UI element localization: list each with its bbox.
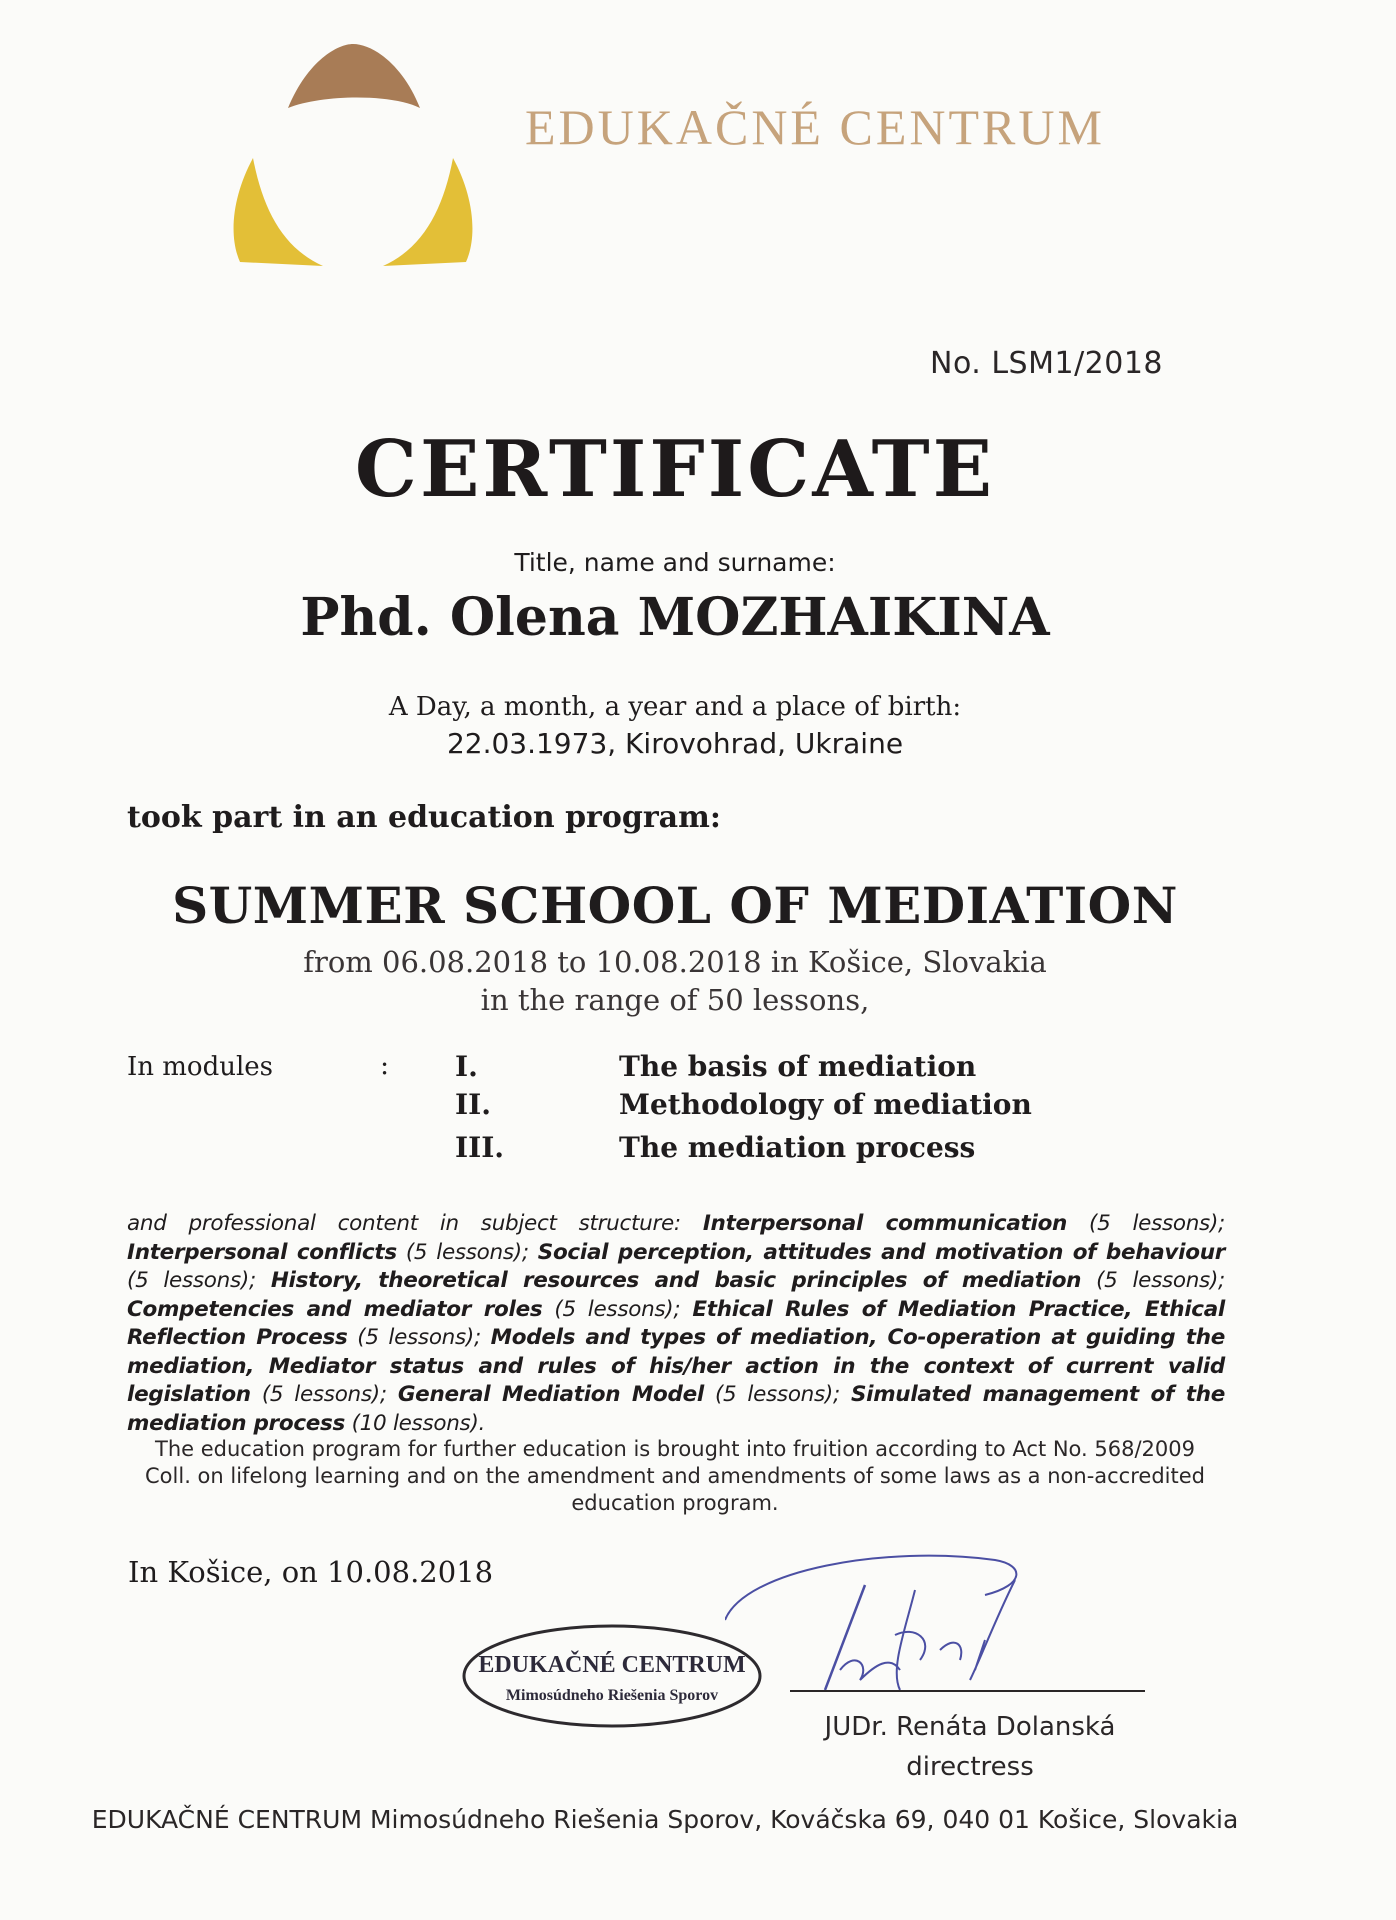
module-title: The basis of mediation [619,1050,977,1083]
certificate-number: No. LSM1/2018 [930,346,1164,381]
logo-top-shape [288,44,420,108]
handwritten-signature [725,1540,1125,1710]
subject-name: History, theoretical resources and basic principles of mediation [270,1268,1082,1293]
logo-right-shape [383,158,472,266]
signer-name: JUDr. Renáta Dolanská [824,1712,1116,1742]
subject-name: Models and types of mediation, Co-operation at guiding the mediation, Mediator status and rules of his/her action in the context of current valid legislation [127,1325,1225,1407]
birth-label: A Day, a month, a year and a place of birth: [388,692,962,722]
module-number: III. [455,1131,505,1164]
program-range: in the range of 50 lessons, [480,983,870,1017]
subject-name: Interpersonal conflicts [127,1239,397,1265]
program-name: SUMMER SCHOOL OF MEDIATION [172,876,1178,935]
certificate-title: CERTIFICATE [354,424,996,515]
module-row [455,1050,976,1083]
subject-lessons: (5 lessons); [542,1296,693,1322]
module-row [455,1088,1032,1121]
subject-lessons: (10 lessons). [345,1410,486,1436]
stamp-text-line2: Mimosúdneho Riešenia Sporov [505,1687,719,1704]
person-name: Phd. Olena MOZHAIKINA [300,587,1050,648]
subject-name: Interpersonal communication [702,1211,1068,1236]
official-stamp [460,1620,765,1732]
module-title: The mediation process [619,1131,976,1164]
participation-text: took part in an education program: [127,800,721,835]
birth-value: 22.03.1973, Kirovohrad, Ukraine [446,727,904,760]
subject-lessons: (5 lessons); [1081,1268,1225,1293]
module-number: I. [455,1050,478,1083]
subject-name: Competencies and mediator roles [127,1296,543,1322]
subject-lessons: (5 lessons); [703,1382,851,1407]
subject-lessons: (5 lessons); [127,1268,271,1293]
subject-lessons: (5 lessons); [1067,1211,1225,1236]
place-and-date: In Košice, on 10.08.2018 [128,1555,494,1589]
professional-content [127,1210,1225,1438]
professional-content-intro: and professional content in subject structure: [127,1211,703,1236]
subject-name: Simulated management of the mediation process [127,1382,1225,1436]
edukacne-centrum-logo [228,40,478,280]
stamp-text-line1: EDUKAČNÉ CENTRUM [478,1652,746,1678]
name-label: Title, name and surname: [514,548,836,577]
logo-left-shape [234,158,323,266]
subject-name: Social perception, attitudes and motivation of behaviour [537,1239,1226,1265]
subject-lessons: (5 lessons); [396,1239,538,1265]
subject-name: Ethical Rules of Mediation Practice, Ethical Reflection Process [127,1296,1225,1350]
subject-name: General Mediation Model [397,1382,704,1407]
footer-address: EDUKAČNÉ CENTRUM Mimosúdneho Riešenia Sporov, Kováčska 69, 040 01 Košice, Slovakia [91,1805,1239,1834]
module-row [455,1131,975,1164]
modules-label: In modules [127,1052,274,1082]
signer-role: directress [906,1752,1034,1782]
legal-note: The education program for further education is brought into fruition according to Act No. 568/2009 Coll. on lifelong learning and on the amendment and amendments of some laws as a non-accredited education program. [145,1437,1205,1515]
modules-separator: : [380,1050,390,1081]
brand-name: EDUKAČNÉ CENTRUM [525,99,1105,155]
module-number: II. [455,1088,491,1121]
subject-lessons: (5 lessons); [250,1382,398,1407]
signature-line [790,1690,1145,1692]
subject-lessons: (5 lessons); [347,1325,491,1350]
module-title: Methodology of mediation [619,1088,1032,1121]
program-dates: from 06.08.2018 to 10.08.2018 in Košice, Slovakia [303,945,1047,979]
